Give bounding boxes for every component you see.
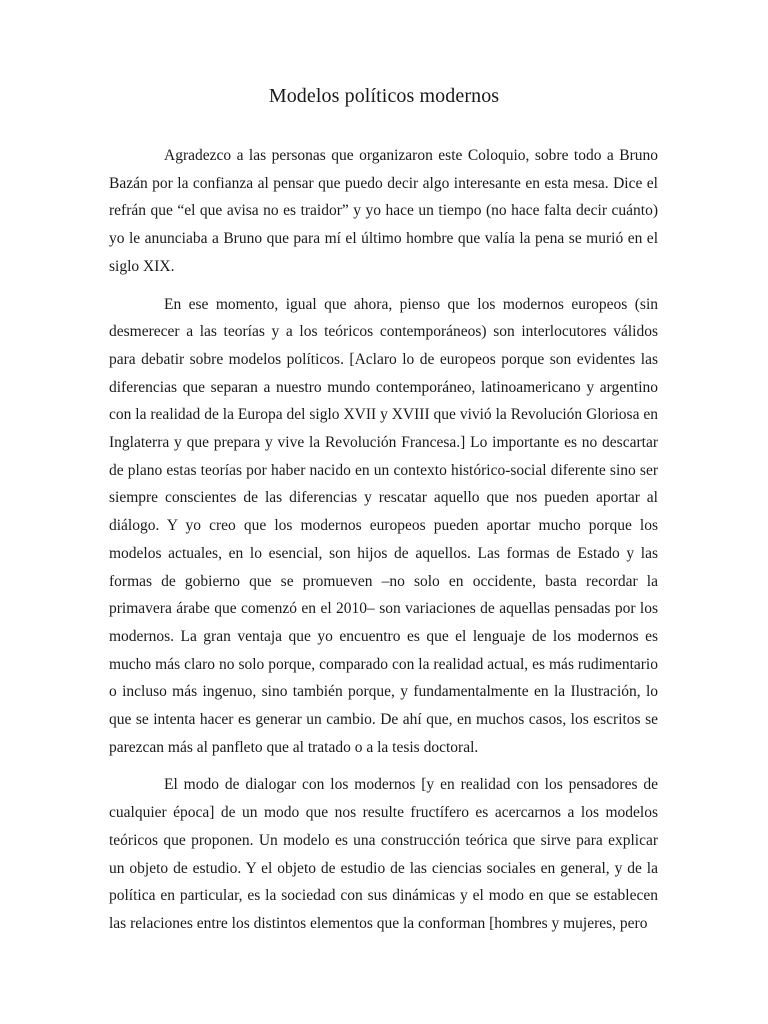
document-title: Modelos políticos modernos xyxy=(268,85,500,107)
paragraph-3: El modo de dialogar con los modernos [y en realidad con los pensadores de cualquier época] de un modo que nos resulte fructífero es acercarnos a los modelos teóricos que proponen. Un modelo es una construcción teórica que sirve para explicar un objeto de estudio. Y el objeto de estudio de las ciencias sociales en general, y de la política en particular, es la sociedad con sus dinámicas y el modo en que se establecen las relaciones entre los distintos elementos que la conforman [hombres y mujeres, pero xyxy=(109,776,658,932)
document-body xyxy=(109,142,658,948)
paragraph-1: Agradezco a las personas que organizaron este Coloquio, sobre todo a Bruno Bazán por la confianza al pensar que puedo decir algo interesante en esta mesa. Dice el refrán que “el que avisa no es traidor” y yo hace un tiempo (no hace falta decir cuánto) yo le anunciaba a Bruno que para mí el último hombre que valía la pena se murió en el siglo XIX. xyxy=(109,147,658,275)
paragraph-2: En ese momento, igual que ahora, pienso que los modernos europeos (sin desmerecer a las teorías y a los teóricos contemporáneos) son interlocutores válidos para debatir sobre modelos políticos. [Aclaro lo de europeos porque son evidentes las diferencias que separan a nuestro mundo contemporáneo, latinoamericano y argentino con la realidad de la Europa del siglo XVII y XVIII que vivió la Revolución Gloriosa en Inglaterra y que prepara y vive la Revolución Francesa.] Lo importante es no descartar de plano estas teorías por haber nacido en un contexto histórico-social diferente sino ser siempre conscientes de las diferencias y rescatar aquello que nos pueden aportar al diálogo. Y yo creo que los modernos europeos pueden aportar mucho porque los modelos actuales, en lo esencial, son hijos de aquellos. Las formas de Estado y las formas de gobierno que se promueven –no solo en occidente, basta recordar la primavera árabe que comenzó en el 2010– son variaciones de aquellas pensadas por los modernos. La gran ventaja que yo encuentro es que el lenguaje de los modernos es mucho más claro no solo porque, comparado con la realidad actual, es más rudimentario o incluso más ingenuo, sino también porque, y fundamentalmente en la Ilustración, lo que se intenta hacer es generar un cambio. De ahí que, en muchos casos, los escritos se parezcan más al panfleto que al tratado o a la tesis doctoral. xyxy=(109,295,658,756)
